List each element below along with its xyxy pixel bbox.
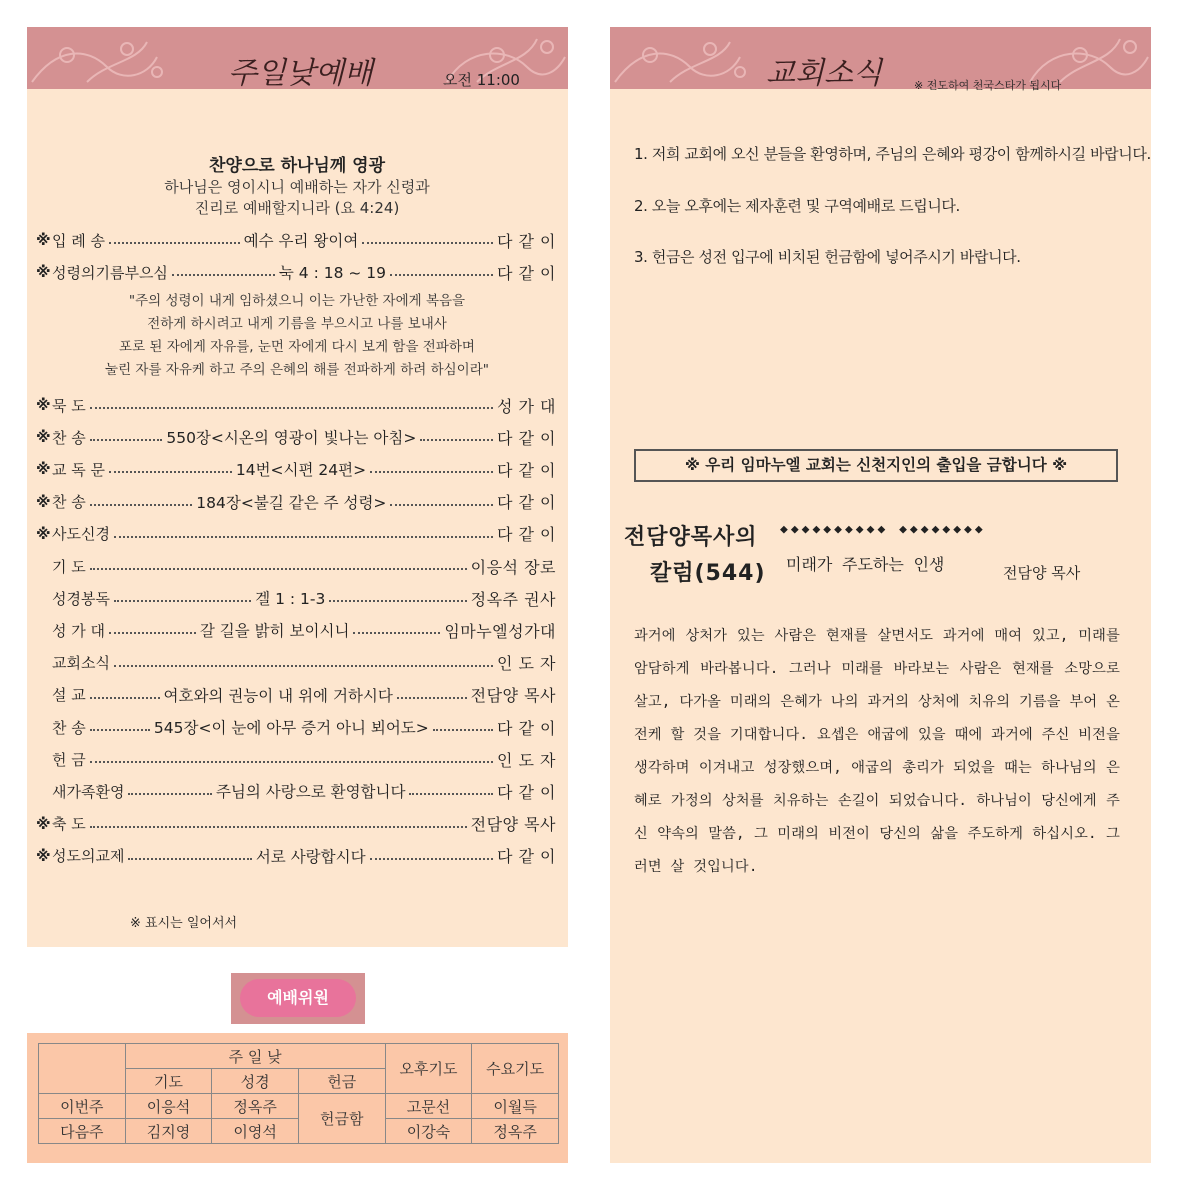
order-leader: 다 같 이 xyxy=(496,718,556,738)
order-detail: 여호와의 권능이 내 위에 거하시다 xyxy=(163,686,393,705)
order-row xyxy=(36,457,556,481)
leader-dots xyxy=(362,242,493,244)
order-row xyxy=(36,715,556,739)
order-label: 입 례 송 xyxy=(52,231,106,250)
leader-dots xyxy=(90,826,467,828)
leader-dots xyxy=(329,600,466,602)
column-author: 전담양 목사 xyxy=(1003,564,1081,582)
leader-dots xyxy=(90,729,150,731)
leader-dots xyxy=(114,665,493,667)
notice-box: ※ 우리 임마누엘 교회는 신천지인의 출입을 금합니다 ※ xyxy=(634,449,1118,482)
prayer-this: 이응석 xyxy=(125,1094,212,1119)
order-row xyxy=(36,522,556,546)
leader-dots xyxy=(109,471,232,473)
order-detail: 184장<불길 같은 주 성령> xyxy=(196,493,387,512)
order-leader: 다 같 이 xyxy=(496,847,556,867)
order-row xyxy=(36,554,556,578)
col-offering: 헌금 xyxy=(298,1069,385,1094)
order-label: 성경봉독 xyxy=(52,589,110,608)
order-leader: 인 도 자 xyxy=(496,654,556,674)
leader-dots xyxy=(90,697,160,699)
order-label: 묵 도 xyxy=(52,396,86,415)
news-item: 3. 헌금은 성전 입구에 비치된 헌금함에 넣어주시기 바랍니다. xyxy=(634,248,1021,266)
order-leader: 이응석 장로 xyxy=(470,557,556,577)
column-subtitle: 미래가 주도하는 인생 xyxy=(786,555,945,574)
order-leader: 다 같 이 xyxy=(496,493,557,513)
stand-mark: ※ xyxy=(36,814,51,833)
news-title: 교회소식 xyxy=(766,56,882,91)
quote-line: 포로 된 자에게 자유를, 눈먼 자에게 다시 보게 함을 전파하며 xyxy=(119,339,475,355)
week-next: 다음주 xyxy=(39,1119,126,1144)
committee-table xyxy=(38,1043,559,1144)
service-heading: 찬양으로 하나님께 영광 xyxy=(208,156,386,176)
leader-dots xyxy=(109,632,196,634)
order-label: 성도의교제 xyxy=(52,847,125,866)
leader-dots xyxy=(90,568,467,570)
order-row xyxy=(36,844,556,868)
order-detail: 예수 우리 왕이여 xyxy=(243,232,359,250)
order-detail: 눅 4 : 18 ~ 19 xyxy=(278,264,387,282)
order-row xyxy=(36,425,556,449)
scripture-next: 이영석 xyxy=(212,1119,299,1144)
order-detail: 서로 사랑합시다 xyxy=(255,847,366,866)
wednesday-this: 이월득 xyxy=(472,1094,559,1119)
order-row xyxy=(36,586,556,610)
order-leader: 정옥주 권사 xyxy=(470,589,556,609)
stand-mark: ※ xyxy=(36,846,51,865)
column-body: 과거에 상처가 있는 사람은 현재를 살면서도 과거에 매여 있고, 미래를 암담하게 바라봅니다. 그러나 미래를 바라보는 사람은 현재를 소망으로 살고, 다가올 미래의 은혜가 나의 과거의 상처에 치유의 기름을 부어 온전케 할 것을 기대합니다. 요셉은 애굽에 있을 때에 과거에 주신 비전을 생각하며 이겨내고 성장했으며, 애굽의 총리가 되었을 때는 하나님의 은혜로 가정의 상처를 치유하는 손길이 되었습니다. 하나님이 당신에게 주신 약속의 말씀, 그 미래의 비전이 당신의 삶을 주도하게 하십시오. 그러면 살 것입니다. xyxy=(634,628,1120,875)
order-detail: 14번<시편 24편> xyxy=(235,461,367,480)
order-label: 기 도 xyxy=(52,557,86,576)
order-leader: 전담양 목사 xyxy=(470,815,556,835)
leader-dots xyxy=(420,439,493,441)
order-leader: 다 같 이 xyxy=(496,525,556,545)
prayer-next: 김지영 xyxy=(125,1119,212,1144)
stand-mark: ※ xyxy=(36,428,51,447)
verse-line-2: 진리로 예배할지니라 (요 4:24) xyxy=(194,199,400,217)
leader-dots xyxy=(172,274,275,276)
order-label: 찬 송 xyxy=(52,718,86,737)
leader-dots xyxy=(370,858,493,860)
column-title-line2: 칼럼(544) xyxy=(650,561,766,586)
standing-footnote: ※ 표시는 일어서서 xyxy=(130,916,238,931)
leader-dots xyxy=(114,536,493,538)
stand-mark: ※ xyxy=(36,396,51,414)
stand-mark: ※ xyxy=(36,460,51,479)
stand-mark: ※ xyxy=(36,263,51,281)
order-row xyxy=(36,228,556,252)
col-scripture: 성경 xyxy=(212,1069,299,1094)
order-label: 축 도 xyxy=(52,815,86,834)
worship-time: 오전 11:00 xyxy=(443,71,520,89)
quote-line: "주의 성령이 내게 임하셨으니 이는 가난한 자에게 복음을 xyxy=(128,293,466,309)
order-label: 사도신경 xyxy=(52,525,110,544)
stand-mark: ※ xyxy=(36,231,51,249)
order-row xyxy=(36,747,556,771)
leader-dots xyxy=(128,858,251,860)
order-label: 찬 송 xyxy=(52,428,86,447)
leader-dots xyxy=(390,274,493,276)
order-leader: 성 가 대 xyxy=(496,396,556,416)
leader-dots xyxy=(397,697,467,699)
order-label: 헌 금 xyxy=(52,750,86,769)
offering-merged: 헌금함 xyxy=(298,1094,385,1144)
afternoon-next: 이강숙 xyxy=(385,1119,472,1144)
news-motto: ※ 전도하여 천국스타가 됩시다 xyxy=(914,79,1062,92)
order-detail: 550장<시온의 영광이 빛나는 아침> xyxy=(166,429,417,448)
order-leader: 전담양 목사 xyxy=(470,686,556,706)
leader-dots xyxy=(90,439,163,441)
leader-dots xyxy=(90,407,493,409)
col-afternoon: 오후기도 xyxy=(385,1044,472,1094)
col-wednesday: 수요기도 xyxy=(472,1044,559,1094)
stand-mark: ※ xyxy=(36,492,51,511)
order-label: 성령의기름부으심 xyxy=(52,263,168,282)
order-row xyxy=(36,683,556,707)
order-label: 설 교 xyxy=(52,686,86,705)
scripture-this: 정옥주 xyxy=(212,1094,299,1119)
order-label: 찬 송 xyxy=(52,493,86,512)
order-detail: 주님의 사랑으로 환영합니다 xyxy=(215,783,406,802)
leader-dots xyxy=(90,761,493,763)
order-leader: 임마누엘성가대 xyxy=(444,621,557,641)
quote-line: 눌린 자를 자유케 하고 주의 은혜의 해를 전파하게 하려 하심이라" xyxy=(105,362,489,378)
order-detail: 545장<이 눈에 아무 증거 아니 뵈어도> xyxy=(153,719,429,737)
order-leader: 인 도 자 xyxy=(496,750,556,770)
news-item: 1. 저희 교회에 오신 분들을 환영하며, 주님의 은혜와 평강이 함께하시길 바랍니다. xyxy=(634,145,1151,163)
leader-dots xyxy=(433,729,493,731)
order-detail: 갈 길을 밝히 보이시니 xyxy=(199,622,350,641)
order-label: 새가족환영 xyxy=(52,782,125,801)
order-detail: 겔 1 : 1-3 xyxy=(255,590,326,609)
column-diamonds: ◆◆◆◆◆◆◆◆◆◆ ◆◆◆◆◆◆◆◆ xyxy=(780,522,986,537)
order-leader: 다 같 이 xyxy=(496,263,557,283)
news-item: 2. 오늘 오후에는 제자훈련 및 구역예배로 드립니다. xyxy=(634,197,960,215)
leader-dots xyxy=(353,632,440,634)
afternoon-this: 고문선 xyxy=(385,1094,472,1119)
order-row xyxy=(36,812,556,836)
order-row xyxy=(36,651,556,675)
order-row xyxy=(36,779,556,803)
verse-line-1: 하나님은 영이시니 예배하는 자가 신령과 xyxy=(164,178,430,196)
order-row xyxy=(36,490,556,514)
order-label: 교회소식 xyxy=(52,654,110,673)
leader-dots xyxy=(109,242,240,244)
order-label: 성 가 대 xyxy=(52,621,106,640)
column-title-line1: 전담양목사의 xyxy=(624,525,758,550)
order-leader: 다 같 이 xyxy=(496,460,556,480)
order-row xyxy=(36,393,556,417)
order-label: 교 독 문 xyxy=(52,460,106,479)
worship-title: 주일낮예배 xyxy=(228,56,373,91)
leader-dots xyxy=(370,471,493,473)
leader-dots xyxy=(390,504,493,506)
order-row xyxy=(36,618,556,642)
week-this: 이번주 xyxy=(39,1094,126,1119)
leader-dots xyxy=(114,600,251,602)
leader-dots xyxy=(409,793,492,795)
quote-line: 전하게 하시려고 내게 기름을 부으시고 나를 보내사 xyxy=(147,316,447,332)
order-row xyxy=(36,260,556,284)
stand-mark: ※ xyxy=(36,524,51,543)
order-leader: 다 같 이 xyxy=(496,231,557,251)
order-leader: 다 같 이 xyxy=(496,782,556,802)
committee-badge: 예배위원 xyxy=(240,979,356,1017)
col-prayer: 기도 xyxy=(125,1069,212,1094)
corner-cell xyxy=(39,1044,126,1094)
leader-dots xyxy=(90,504,193,506)
leader-dots xyxy=(128,793,211,795)
order-leader: 다 같 이 xyxy=(496,428,557,448)
group-header: 주 일 낮 xyxy=(125,1044,385,1069)
wednesday-next: 정옥주 xyxy=(472,1119,559,1144)
